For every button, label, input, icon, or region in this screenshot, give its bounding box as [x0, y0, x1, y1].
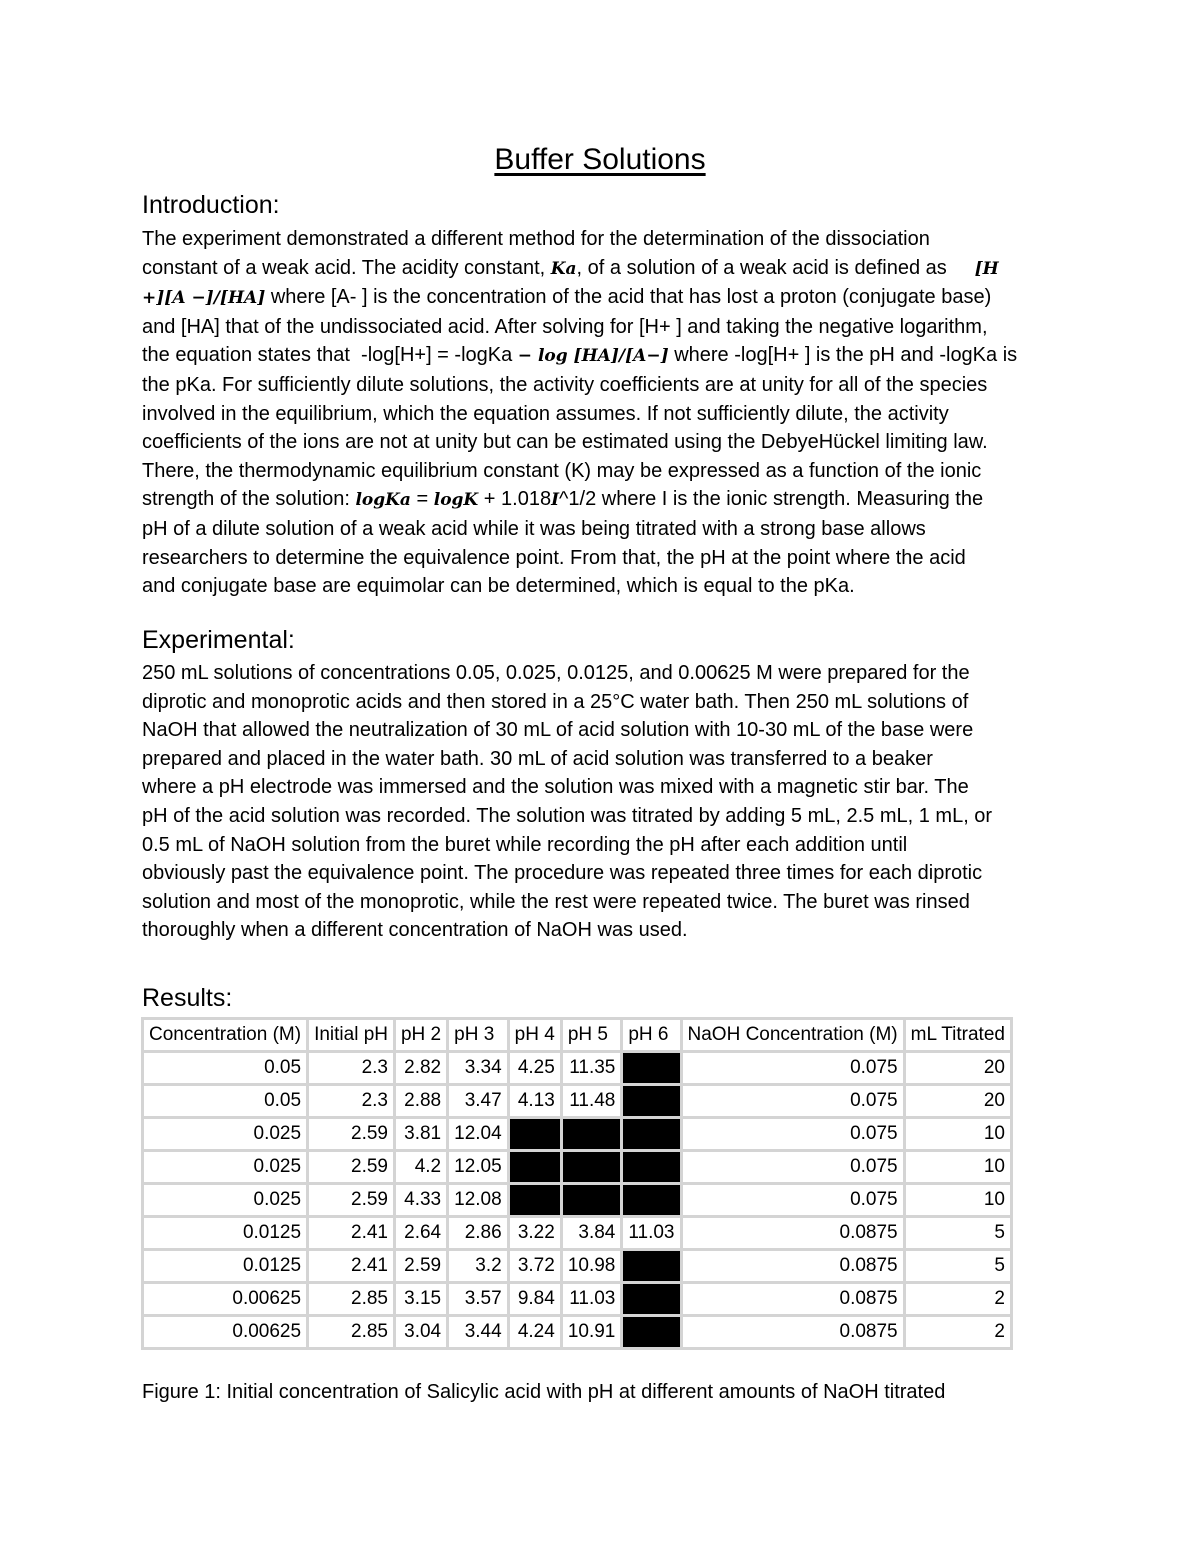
blank-cell [622, 1085, 681, 1118]
table-cell: 12.05 [448, 1151, 509, 1184]
text-run: + 1.018 [478, 488, 552, 511]
table-cell: 12.08 [448, 1184, 509, 1217]
table-row [143, 1283, 1012, 1316]
results-table [141, 1017, 1013, 1350]
text-run: strength of the solution: [142, 488, 356, 511]
text-run: where -log[H+ ] is the pH and -logKa is [668, 344, 1018, 367]
column-header: pH 4 [508, 1019, 561, 1052]
table-cell: 2.59 [308, 1151, 395, 1184]
table-cell: 9.84 [508, 1283, 561, 1316]
table-header-row [143, 1019, 1012, 1052]
text-line: 250 mL solutions of concentrations 0.05, 0.025, 0.0125, and 0.00625 M were prepared for the [142, 662, 970, 684]
blank-cell [622, 1151, 681, 1184]
table-row [143, 1118, 1012, 1151]
table-cell: 3.44 [448, 1316, 509, 1349]
text-line: thoroughly when a different concentration of NaOH was used. [142, 919, 688, 942]
column-header: pH 5 [561, 1019, 622, 1052]
column-header: pH 6 [622, 1019, 681, 1052]
table-cell: 2.85 [308, 1316, 395, 1349]
column-header: pH 3 [448, 1019, 509, 1052]
table-cell: 2 [904, 1283, 1011, 1316]
text-run: = [410, 488, 434, 511]
blank-cell [508, 1118, 561, 1151]
table-cell: 2.59 [394, 1250, 447, 1283]
text-line [142, 485, 1067, 515]
text-line: obviously past the equivalence point. The procedure was repeated three times for each diprotic [142, 862, 983, 885]
table-cell: 0.025 [143, 1151, 308, 1184]
text-line [142, 544, 1067, 573]
table-cell: 0.05 [143, 1085, 308, 1118]
table-cell: 10 [904, 1151, 1011, 1184]
blank-cell [622, 1316, 681, 1349]
text-run: researchers to determine the equivalence point. From that, the pH at the point where the acid [142, 546, 966, 569]
text-run: There, the thermodynamic equilibrium constant (K) may be expressed as a function of the ionic [142, 459, 982, 482]
blank-cell [508, 1184, 561, 1217]
table-cell: 0.075 [681, 1085, 904, 1118]
text-run: where [A- ] is the concentration of the acid that has lost a proton (conjugate base) [265, 286, 992, 309]
blank-cell [561, 1151, 622, 1184]
math-expression: [H [974, 258, 999, 279]
text-line [142, 225, 1067, 254]
column-header: mL Titrated [904, 1019, 1011, 1052]
text-line: prepared and placed in the water bath. 30 mL of acid solution was transferred to a beaker [142, 747, 933, 770]
text-run: , of a solution of a weak acid is defined as [576, 256, 975, 279]
table-cell: 11.03 [622, 1217, 681, 1250]
table-cell: 0.0125 [143, 1217, 308, 1250]
blank-cell [622, 1250, 681, 1283]
text-line [142, 457, 1067, 486]
table-cell: 0.025 [143, 1184, 308, 1217]
table-cell: 0.05 [143, 1052, 308, 1085]
table-cell: 3.15 [394, 1283, 447, 1316]
column-header: Initial pH [308, 1019, 395, 1052]
table-cell: 4.33 [394, 1184, 447, 1217]
text-run: and [HA] that of the undissociated acid. After solving for [H+ ] and taking the negative logarithm, [142, 315, 988, 338]
table-cell: 0.0875 [681, 1250, 904, 1283]
column-header: Concentration (M) [143, 1019, 308, 1052]
text-line: solution and most of the monoprotic, while the rest were repeated twice. The buret was rinsed [142, 890, 970, 913]
experimental-paragraph [142, 659, 1067, 945]
text-line: where a pH electrode was immersed and the solution was mixed with a magnetic stir bar. The [142, 776, 969, 799]
table-cell: 0.0875 [681, 1316, 904, 1349]
text-line: pH of the acid solution was recorded. The solution was titrated by adding 5 mL, 2.5 mL, 1 mL, or [142, 804, 993, 827]
text-run: pH of a dilute solution of a weak acid while it was being titrated with a strong base allows [142, 517, 926, 540]
page-title: Buffer Solutions [494, 143, 706, 176]
table-body [143, 1052, 1012, 1349]
table-cell: 2.86 [448, 1217, 509, 1250]
math-expression: logKa [355, 490, 411, 511]
table-cell: 5 [904, 1217, 1011, 1250]
table-cell: 20 [904, 1085, 1011, 1118]
text-run: ^1/2 where I is the ionic strength. Measuring the [559, 488, 984, 511]
table-cell: 10 [904, 1118, 1011, 1151]
table-row [143, 1316, 1012, 1349]
table-cell: 0.0875 [681, 1217, 904, 1250]
table-cell: 0.00625 [143, 1283, 308, 1316]
table-cell: 2 [904, 1316, 1011, 1349]
table-cell: 3.57 [448, 1283, 509, 1316]
text-line [142, 283, 1067, 313]
table-cell: 2.41 [308, 1217, 395, 1250]
text-line [142, 572, 1067, 601]
text-run: and conjugate base are equimolar can be determined, which is equal to the pKa. [142, 575, 855, 598]
table-cell: 3.04 [394, 1316, 447, 1349]
text-line: diprotic and monoprotic acids and then stored in a 25°C water bath. Then 250 mL solutions of [142, 690, 969, 713]
text-line [142, 371, 1067, 400]
table-cell: 5 [904, 1250, 1011, 1283]
math-expression: I [551, 490, 560, 511]
table-cell: 2.88 [394, 1085, 447, 1118]
text-line [142, 428, 1067, 457]
table-cell: 3.34 [448, 1052, 509, 1085]
table-cell: 4.13 [508, 1085, 561, 1118]
table-cell: 10 [904, 1184, 1011, 1217]
text-run: the pKa. For sufficiently dilute solutions, the activity coefficients are at unity for all of the species [142, 373, 988, 396]
table-cell: 0.075 [681, 1184, 904, 1217]
experimental-heading: Experimental: [142, 626, 295, 654]
table-row [143, 1085, 1012, 1118]
introduction-heading: Introduction: [142, 191, 280, 219]
table-row [143, 1250, 1012, 1283]
table-cell: 0.0125 [143, 1250, 308, 1283]
table-cell: 2.85 [308, 1283, 395, 1316]
text-line [142, 254, 1067, 284]
text-line: 0.5 mL of NaOH solution from the buret while recording the pH after each addition until [142, 833, 908, 856]
table-cell: 12.04 [448, 1118, 509, 1151]
blank-cell [622, 1184, 681, 1217]
text-line [142, 313, 1067, 342]
table-cell: 2.59 [308, 1184, 395, 1217]
table-cell: 0.025 [143, 1118, 308, 1151]
table-cell: 3.2 [448, 1250, 509, 1283]
table-cell: 2.3 [308, 1052, 395, 1085]
text-run: coefficients of the ions are not at unity but can be estimated using the DebyeHückel limiting law. [142, 431, 988, 454]
table-cell: 0.075 [681, 1052, 904, 1085]
text-line [142, 341, 1067, 371]
figure-caption: Figure 1: Initial concentration of Salicylic acid with pH at different amounts of NaOH titrated [142, 1381, 946, 1403]
blank-cell [561, 1118, 622, 1151]
text-line [142, 515, 1067, 544]
table-cell: 11.03 [561, 1283, 622, 1316]
blank-cell [622, 1118, 681, 1151]
table-cell: 2.3 [308, 1085, 395, 1118]
blank-cell [508, 1151, 561, 1184]
table-row [143, 1052, 1012, 1085]
blank-cell [622, 1052, 681, 1085]
table-cell: 0.0875 [681, 1283, 904, 1316]
text-run: involved in the equilibrium, which the equation assumes. If not sufficiently dilute, the activity [142, 402, 949, 425]
table-cell: 4.24 [508, 1316, 561, 1349]
table-cell: 0.00625 [143, 1316, 308, 1349]
table-row [143, 1217, 1012, 1250]
table-cell: 3.81 [394, 1118, 447, 1151]
table-cell: 3.22 [508, 1217, 561, 1250]
table-cell: 2.64 [394, 1217, 447, 1250]
table-row [143, 1184, 1012, 1217]
column-header: pH 2 [394, 1019, 447, 1052]
table-cell: 3.84 [561, 1217, 622, 1250]
math-expression: +][A −]/[HA] [142, 288, 266, 309]
blank-cell [561, 1184, 622, 1217]
text-line: NaOH that allowed the neutralization of 30 mL of acid solution with 10-30 mL of the base were [142, 719, 974, 742]
table-cell: 2.41 [308, 1250, 395, 1283]
table-cell: 0.075 [681, 1118, 904, 1151]
text-run: The experiment demonstrated a different method for the determination of the dissociation [142, 228, 930, 250]
table-cell: 4.2 [394, 1151, 447, 1184]
table-cell: 3.72 [508, 1250, 561, 1283]
table-cell: 10.91 [561, 1316, 622, 1349]
math-expression: logK [433, 490, 479, 511]
results-heading: Results: [142, 984, 233, 1012]
text-line [142, 400, 1067, 429]
table-cell: 2.59 [308, 1118, 395, 1151]
column-header: NaOH Concentration (M) [681, 1019, 904, 1052]
text-run: constant of a weak acid. The acidity constant, [142, 256, 551, 279]
table-cell: 20 [904, 1052, 1011, 1085]
table-row [143, 1151, 1012, 1184]
blank-cell [622, 1283, 681, 1316]
table-cell: 10.98 [561, 1250, 622, 1283]
table-cell: 11.48 [561, 1085, 622, 1118]
math-expression: − log [HA]/[A−] [517, 346, 669, 367]
introduction-paragraph [142, 225, 1067, 601]
table-cell: 11.35 [561, 1052, 622, 1085]
table-cell: 4.25 [508, 1052, 561, 1085]
text-run: the equation states that -log[H+] = -logKa [142, 344, 518, 367]
table-cell: 3.47 [448, 1085, 509, 1118]
table-cell: 0.075 [681, 1151, 904, 1184]
table-cell: 2.82 [394, 1052, 447, 1085]
math-expression: Ka [550, 258, 577, 279]
